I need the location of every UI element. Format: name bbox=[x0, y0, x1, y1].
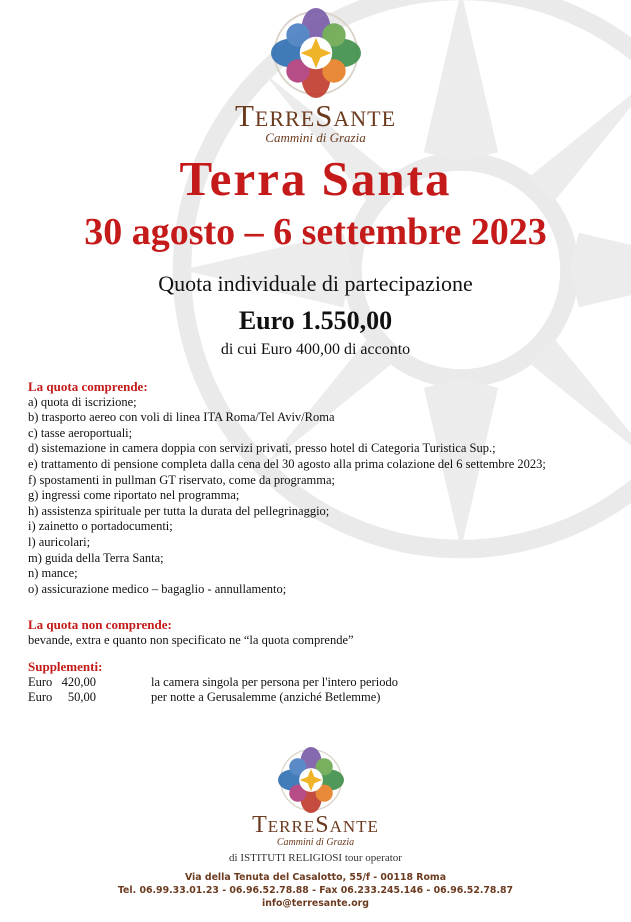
excluded-section bbox=[28, 617, 354, 648]
deposit: di cui Euro 400,00 di acconto bbox=[220, 341, 411, 358]
supplement-row bbox=[28, 690, 398, 706]
supplements-section bbox=[28, 659, 398, 706]
list-item: o) assicurazione medico – bagaglio - annullamento; bbox=[28, 581, 287, 596]
supplement-amount: Euro 420,00 bbox=[28, 674, 97, 689]
included-heading: La quota comprende: bbox=[28, 379, 148, 394]
list-item: m) guida della Terra Santa; bbox=[28, 550, 164, 565]
page-title: Terra Santa bbox=[179, 151, 452, 206]
list-item: i) zainetto o portadocumenti; bbox=[28, 519, 173, 534]
brand-tagline: Cammini di Grazia bbox=[265, 130, 366, 145]
price: Euro 1.550,00 bbox=[238, 306, 393, 335]
brand-name: TerreSante bbox=[234, 98, 397, 133]
list-item: e) trattamento di pensione completa dalla cena del 30 agosto alla prima colazione del 6 settembre 2023; bbox=[28, 456, 546, 471]
list-item: h) assistenza spirituale per tutta la durata del pellegrinaggio; bbox=[28, 503, 330, 518]
included-section bbox=[28, 379, 546, 597]
list-item: d) sistemazione in camera doppia con servizi privati, presso hotel di Categoria Turistica Sup.; bbox=[28, 441, 496, 456]
quota-label: Quota individuale di partecipazione bbox=[158, 271, 473, 296]
supplement-amount: Euro 50,00 bbox=[28, 690, 97, 705]
list-item: g) ingressi come riportato nel programma; bbox=[28, 488, 240, 503]
list-item: f) spostamenti in pullman GT riservato, come da programma; bbox=[28, 472, 335, 487]
excluded-text: bevande, extra e quanto non specificato ne “la quota comprende” bbox=[28, 632, 354, 647]
list-item: c) tasse aeroportuali; bbox=[28, 425, 133, 440]
supplement-desc: per notte a Gerusalemme (anziché Betlemme) bbox=[151, 690, 381, 705]
supplement-row bbox=[28, 675, 398, 691]
phone-numbers: Tel. 06.99.33.01.23 - 06.96.52.78.88 - Fax 06.233.245.146 - 06.96.52.78.87 bbox=[117, 885, 514, 896]
excluded-heading: La quota non comprende: bbox=[28, 617, 172, 632]
email-link[interactable]: info@terresante.org bbox=[262, 898, 369, 909]
list-item: l) auricolari; bbox=[28, 534, 91, 549]
supplements-heading: Supplementi: bbox=[28, 659, 103, 674]
list-item: b) trasporto aereo con voli di linea ITA Roma/Tel Aviv/Roma bbox=[28, 410, 335, 425]
operator-line: di ISTITUTI RELIGIOSI tour operator bbox=[229, 852, 402, 864]
brand-logo-icon bbox=[271, 8, 361, 98]
list-item: a) quota di iscrizione; bbox=[28, 394, 137, 409]
footer-logo-icon bbox=[278, 747, 344, 813]
supplement-desc: la camera singola per persona per l'intero periodo bbox=[151, 674, 398, 689]
address: Via della Tenuta del Casalotto, 55/f - 00118 Roma bbox=[184, 872, 447, 883]
trip-dates: 30 agosto – 6 settembre 2023 bbox=[84, 211, 547, 253]
footer-brand-tagline: Cammini di Grazia bbox=[276, 837, 355, 848]
footer-brand-name: TerreSante bbox=[252, 812, 379, 838]
list-item: n) mance; bbox=[28, 566, 78, 581]
